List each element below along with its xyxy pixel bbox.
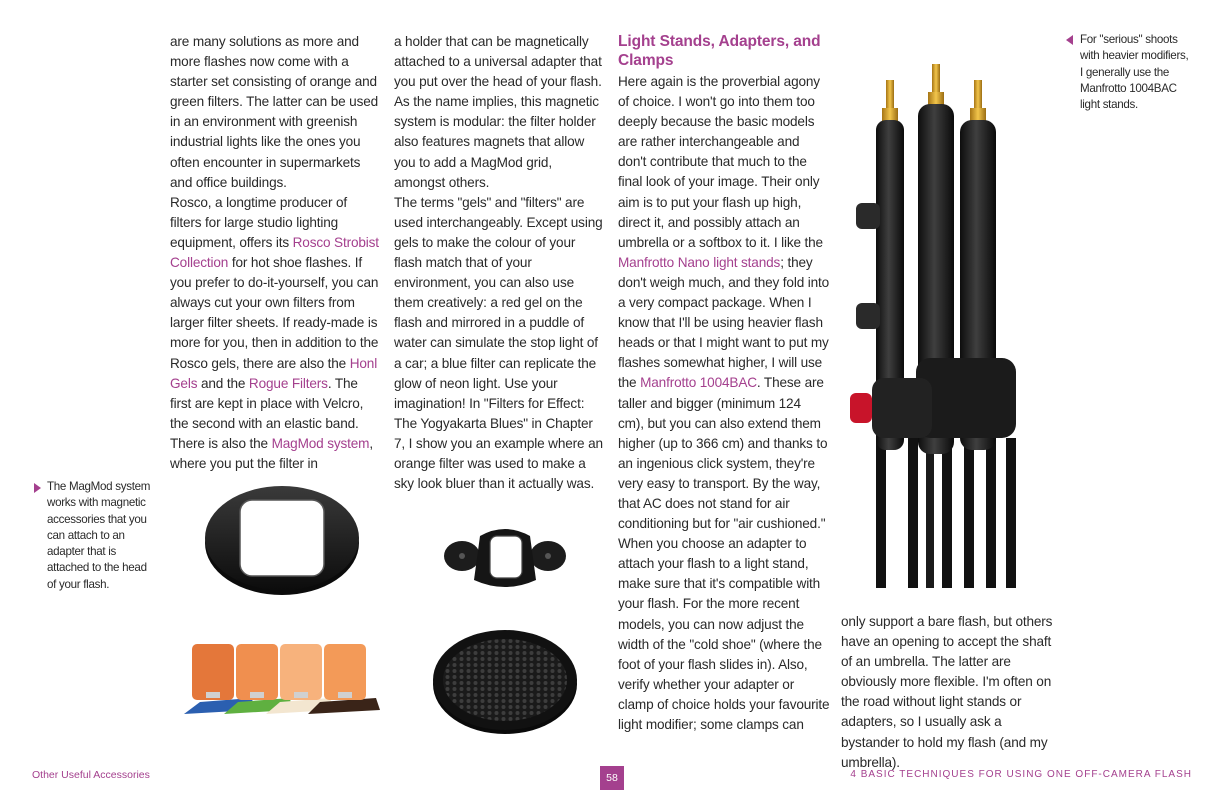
paragraph: The terms "gels" and "filters" are used interchangeably. Except using gels to make the colour of your flash match that of your environment, you can also use them creatively: a red gel on the flash and mirrored in a puddle of water can simulate the stop light of a car; a blue filter can replicate the glow of neon light. Use your imagination! In "Filters for Effect: The Yogyakarta Blues" in Chapter 7, I show you an example where an orange filter was used to make a sky look bluer than it actually was. (394, 194, 603, 492)
link-magmod-system[interactable]: MagMod system (271, 435, 370, 451)
caption-arrow-icon (34, 483, 41, 493)
text-column-4 (841, 612, 1059, 773)
magmod-grip-image (440, 518, 570, 598)
text-span: Rosco, a longtime producer of filters for large studio lighting equipment, offers its (170, 194, 347, 250)
footer-chapter-title: 4 BASIC TECHNIQUES FOR USING ONE OFF-CAMERA FLASH (850, 769, 1192, 780)
text-span: , where you put the filter in (170, 435, 373, 471)
link-rogue-filters[interactable]: Rogue Filters (248, 375, 328, 391)
paragraph (170, 193, 382, 474)
paragraph: a holder that can be magnetically attached to a universal adapter that you put over the head of your flash. As the name implies, this magnetic system is modular: the filter holder also features magnets that allow you to add a MagMod grid, amongst others. (394, 34, 602, 190)
magmod-holder-image (202, 480, 362, 600)
paragraph (618, 72, 830, 534)
caption-arrow-icon (1066, 35, 1073, 45)
paragraph: are many solutions as more and more flashes now come with a starter set consisting of orange and green filters. The latter can be used in an environment with greenish industrial lights like the ones you often encounter in supermarkets and office buildings. (170, 34, 379, 190)
text-span: and the (197, 375, 249, 391)
link-honl-gels[interactable]: Honl Gels (170, 355, 378, 391)
text-column-1 (170, 32, 382, 474)
link-rosco-strobist[interactable]: Rosco Strobist Collection (170, 234, 379, 271)
figure-caption-light-stands: For "serious" shoots with heavier modifiers, I generally use the Manfrotto 1004BAC light stands. (1080, 33, 1189, 112)
light-stands-image (846, 58, 1036, 588)
text-span: . The first are kept in place with Velcro, the second with an elastic band. There is also the (170, 375, 364, 451)
link-manfrotto-nano[interactable]: Manfrotto Nano light stands (618, 254, 781, 270)
text-span: for hot shoe flashes. If you prefer to do-it-yourself, you can always cut your own filters from larger filter sheets. If ready-made is more for you, then in addition to the Rosco gels, there are also the (170, 255, 379, 371)
gel-filters-image (180, 640, 390, 720)
text-span: ; they don't weigh much, and they fold into a very compact package. When I know that I'll be using heavier flash heads or that I might want to put my flashes somewhat higher, I will use the (618, 254, 830, 391)
text-span: . These are taller and bigger (minimum 124 cm), but you can also extend them higher (up to 366 cm) and thanks to an ingenious click system, they're very easy to transport. By the way, that AC does not stand for air conditioning but for "air cushioned." (618, 375, 828, 532)
link-manfrotto-1004bac[interactable]: Manfrotto 1004BAC (640, 375, 757, 391)
page-number: 58 (600, 766, 624, 790)
footer-section-title: Other Useful Accessories (32, 769, 150, 781)
text-span: Here again is the proverbial agony of choice. I won't go into them too deeply because the basic models are rather interchangeable and don't contribute that much to the final look of your image. Their only aim is to put your flash up high, direct it, and possibly attach an umbrella or a softbox to it. I like the (618, 74, 823, 250)
text-column-2 (394, 32, 606, 494)
text-column-3 (618, 32, 830, 735)
paragraph: only support a bare flash, but others have an opening to accept the shaft of an umbrella. The latter are obviously more flexible. I'm often on the road without light stands or adapters, so I usually ask a bystander to hold my flash (and my umbrella). (841, 614, 1053, 770)
paragraph: When you choose an adapter to attach your flash to a light stand, make sure that it's compatible with your flash. For the more recent models, you can now adjust the width of the "cold shoe" (where the foot of your flash slides in). Also, verify whether your adapter or clamp of choice holds your favourite light modifier; some clamps can (618, 536, 830, 732)
section-heading: Light Stands, Adapters, and Clamps (618, 33, 821, 69)
figure-caption-magmod: The MagMod system works with magnetic accessories that you can attach to an adapter that is attached to the head of your flash. (47, 480, 151, 591)
magmod-grid-image (430, 626, 580, 736)
